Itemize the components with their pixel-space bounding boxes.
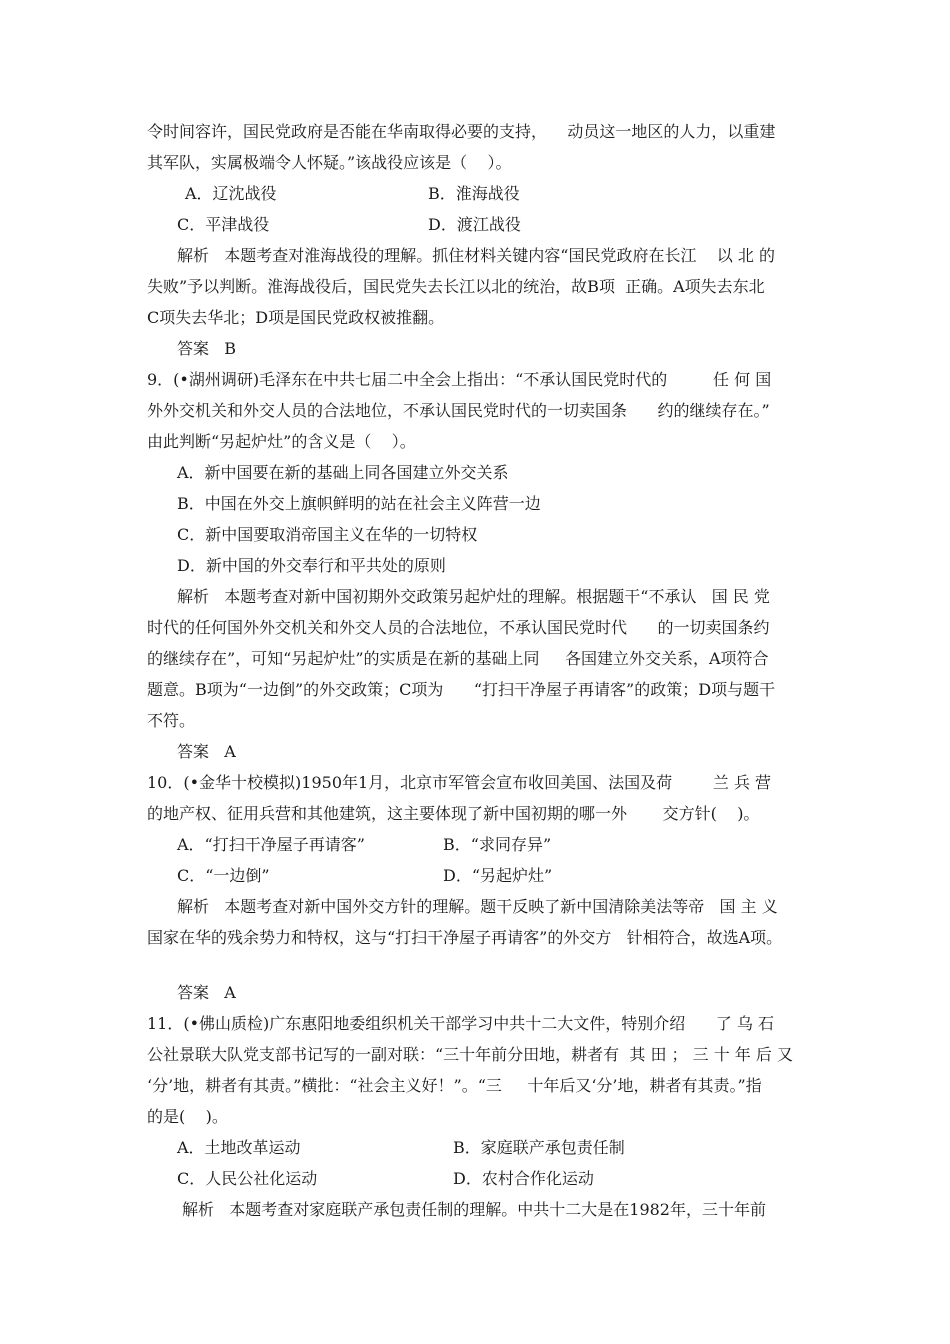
q11-stem-line-4: 的是( )。 [147,1107,228,1126]
q9-stem-line-1: 9．(•湖州调研)毛泽东在中共七届二中全会上指出：“不承认国民党时代的 任 何 国 [147,370,772,389]
q8-explanation-line-2: 失败”予以判断。淮海战役后，国民党失去长江以北的统治，故B项 正确。A项失去东北 [147,277,765,296]
q8-option-d: D．渡江战役 [428,215,521,234]
q11-option-a: A．土地改革运动 [177,1138,301,1157]
q9-stem-line-3: 由此判断“另起炉灶”的含义是（ ）。 [147,432,416,451]
q8-option-a: A．辽沈战役 [185,184,277,203]
q9-explanation-line-4: 题意。B项为“一边倒”的外交政策；C项为 “打扫干净屋子再请客”的政策；D项与题干 [147,680,776,699]
q11-explanation-line-1: 解析 本题考查对家庭联产承包责任制的理解。中共十二大是在1982年，三十年前 [182,1200,766,1219]
q9-option-d: D．新中国的外交奉行和平共处的原则 [177,556,446,575]
q8-answer: 答案 B [177,339,237,358]
q9-option-c: C．新中国要取消帝国主义在华的一切特权 [177,525,478,544]
q11-stem-line-1: 11．(•佛山质检)广东惠阳地委组织机关干部学习中共十二大文件，特别介绍 了 乌 石 [147,1014,774,1033]
q10-answer: 答案 A [177,983,236,1002]
q11-stem-line-2: 公社景联大队党支部书记写的一副对联：“三十年前分田地，耕者有 其 田 ； 三 十 年 后 又 [147,1045,793,1064]
q11-stem-line-3: ‘分’地，耕者有其责。”横批：“社会主义好！”。“三 十年后又‘分’地，耕者有其责。”指 [147,1076,762,1095]
q11-option-d: D．农村合作化运动 [453,1169,594,1188]
q10-explanation-line-1: 解析 本题考查对新中国外交方针的理解。题干反映了新中国清除美法等帝 国 主 义 [177,897,778,916]
q9-stem-line-2: 外外交机关和外交人员的合法地位，不承认国民党时代的一切卖国条 约的继续存在。” [147,401,770,420]
q10-option-b: B．“求同存异” [443,835,552,854]
q9-explanation-line-1: 解析 本题考查对新中国初期外交政策另起炉灶的理解。根据题干“不承认 国 民 党 [177,587,770,606]
q8-option-b: B．淮海战役 [428,184,520,203]
q10-option-c: C．“一边倒” [177,866,270,885]
q9-answer: 答案 A [177,742,236,761]
q8-explanation-line-3: C项失去华北；D项是国民党政权被推翻。 [147,308,445,327]
q8-option-c: C．平津战役 [177,215,270,234]
q8-explanation-line-1: 解析 本题考查对淮海战役的理解。抓住材料关键内容“国民党政府在长江 以 北 的 [177,246,775,265]
q10-explanation-line-2: 国家在华的残余势力和特权，这与“打扫干净屋子再请客”的外交方 针相符合，故选A项。 [147,928,783,947]
q9-option-a: A．新中国要在新的基础上同各国建立外交关系 [177,463,509,482]
q9-explanation-line-3: 的继续存在”，可知“另起炉灶”的实质是在新的基础上同 各国建立外交关系，A项符合 [147,649,769,668]
q10-option-a: A．“打扫干净屋子再请客” [177,835,365,854]
q8-stem-line-1: 令时间容许，国民党政府是否能在华南取得必要的支持， 动员这一地区的人力，以重建 [147,122,776,141]
q9-explanation-line-5: 不符。 [147,711,196,730]
q8-stem-line-2: 其军队，实属极端令人怀疑。”该战役应该是（ ）。 [147,153,512,172]
q10-stem-line-1: 10．(•金华十校模拟)1950年1月，北京市军管会宣布收回美国、法国及荷 兰 兵 营 [147,773,772,792]
q10-stem-line-2: 的地产权、征用兵营和其他建筑，这主要体现了新中国初期的哪一外 交方针( )。 [147,804,760,823]
q10-option-d: D．“另起炉灶” [443,866,553,885]
q9-option-b: B．中国在外交上旗帜鲜明的站在社会主义阵营一边 [177,494,541,513]
q11-option-b: B．家庭联产承包责任制 [453,1138,625,1157]
q9-explanation-line-2: 时代的任何国外外交机关和外交人员的合法地位，不承认国民党时代 的一切卖国条约 [147,618,770,637]
q11-option-c: C．人民公社化运动 [177,1169,318,1188]
